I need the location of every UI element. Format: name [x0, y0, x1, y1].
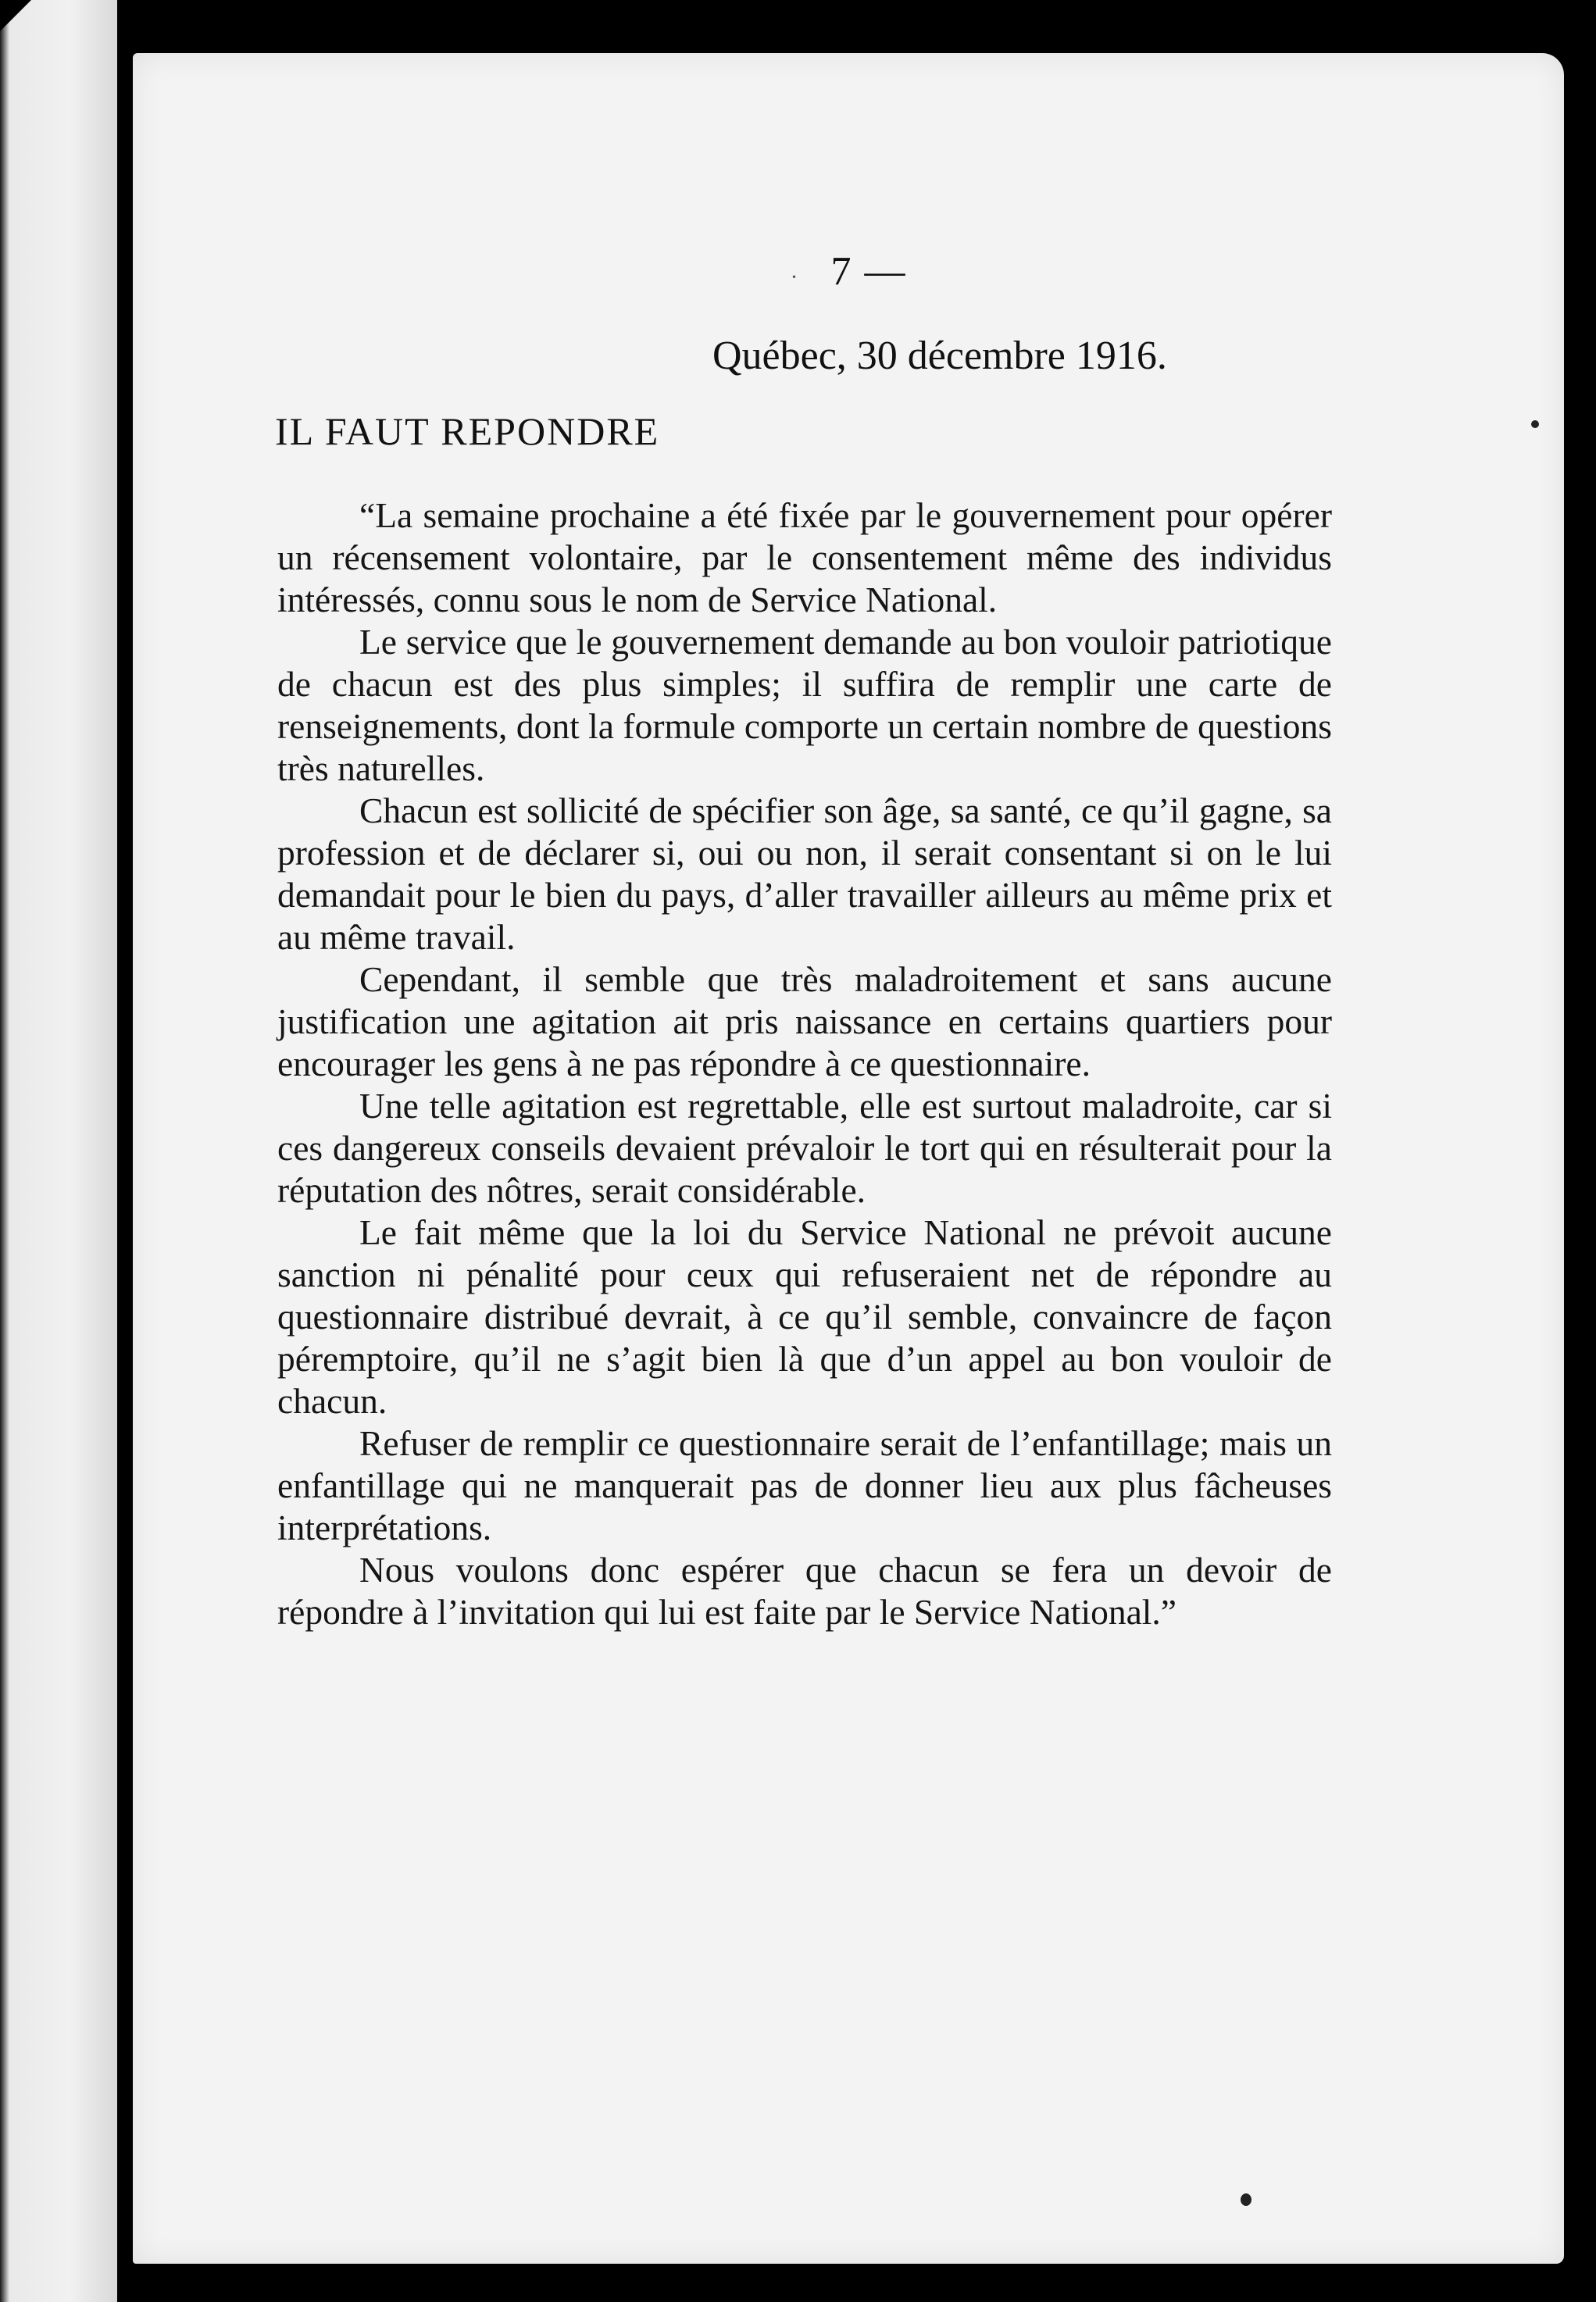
- scan-speck: [1241, 2193, 1251, 2206]
- article-heading: IL FAUT REPONDRE: [275, 409, 660, 453]
- page-number-dash: —: [852, 249, 907, 294]
- paragraph: Le service que le gouvernement demande au bon vouloir patriotique de chacun est des plus simples; il suffira de remplir une carte de renseignements, dont la formule comporte un certain nombre de questions très naturelles.: [277, 622, 1332, 788]
- article-body: [277, 494, 1332, 1633]
- page-number-dot: ·: [790, 264, 800, 290]
- paragraph: Chacun est sollicité de spécifier son âge, sa santé, ce qu’il gagne, sa profession et de déclarer si, oui ou non, il serait consentant si on le lui demandait pour le bien du pays, d’aller travailler ailleurs au même prix et au même travail.: [277, 791, 1332, 957]
- dateline: Québec, 30 décembre 1916.: [712, 334, 1167, 378]
- page-number: [133, 248, 1564, 294]
- paragraph: “La semaine prochaine a été fixée par le gouvernement pour opérer un récensement volontaire, par le consentement même des individus intéressés, connu sous le nom de Service National.: [277, 495, 1332, 619]
- paragraph: Refuser de remplir ce questionnaire serait de l’enfantillage; mais un enfantillage qui ne manquerait pas de donner lieu aux plus fâcheuses interprétations.: [277, 1423, 1332, 1547]
- paragraph: Une telle agitation est regrettable, elle est surtout maladroite, car si ces dangereux conseils devaient prévaloir le tort qui en résulterait pour la réputation des nôtres, serait considérable.: [277, 1086, 1332, 1210]
- page-number-value: 7: [830, 249, 853, 294]
- paragraph: Le fait même que la loi du Service National ne prévoit aucune sanction ni pénalité pour ceux qui refuseraient net de répondre au questionnaire distribué devrait, à ce qu’il semble, convaincre de façon péremptoire, qu’il ne s’agit bien là que d’un appel au bon vouloir de chacun.: [277, 1212, 1332, 1421]
- scan-corner: [0, 0, 31, 31]
- scan-speck: [1531, 420, 1539, 428]
- facing-page-edge: [0, 0, 117, 2302]
- paragraph: Nous voulons donc espérer que chacun se fera un devoir de répondre à l’invitation qui lui est faite par le Service National.”: [277, 1550, 1332, 1632]
- book-page: [133, 53, 1564, 2264]
- paragraph: Cependant, il semble que très maladroitement et sans aucune justification une agitation ait pris naissance en certains quartiers pour encourager les gens à ne pas répondre à ce questionnaire.: [277, 959, 1332, 1083]
